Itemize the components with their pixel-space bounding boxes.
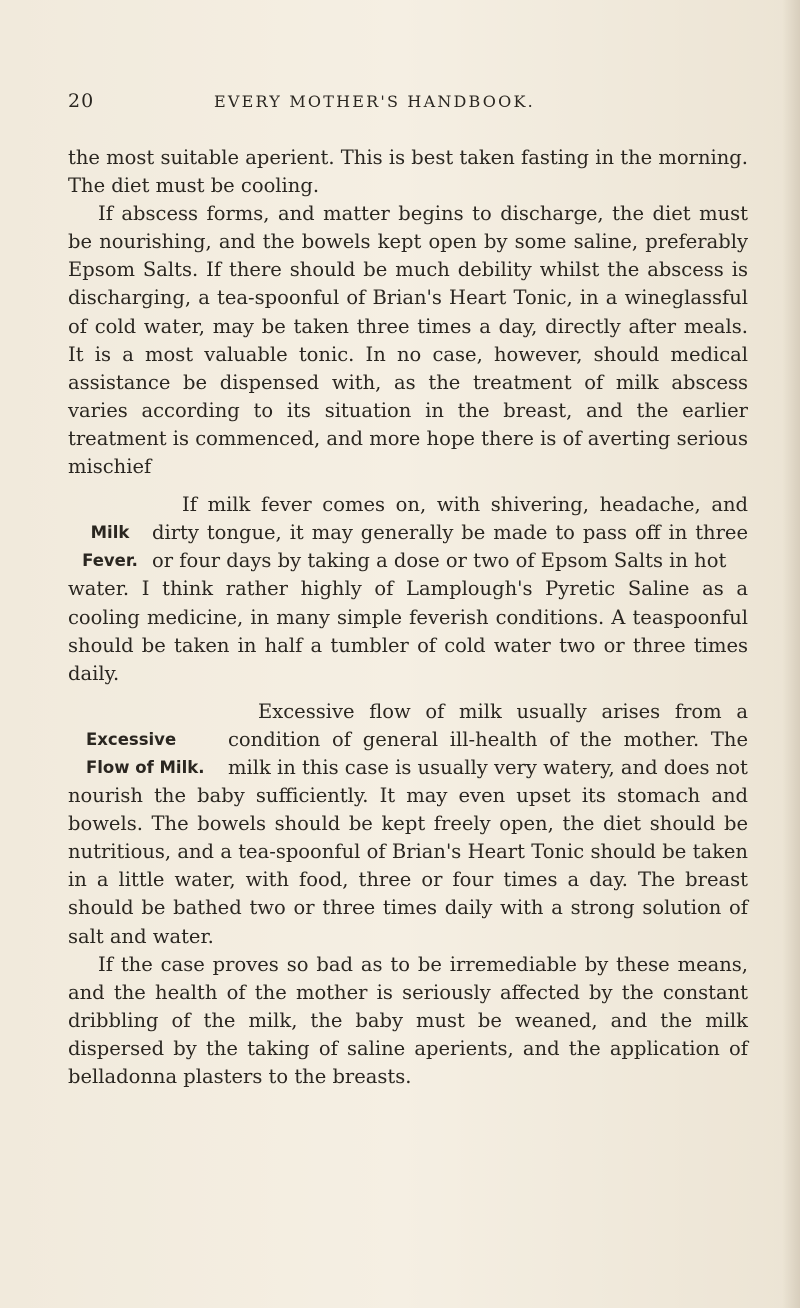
- milk-fever-side-text: If milk fever comes on, with shivering, headache, and dirty tongue, it may generally be made to pass off in three or four days by taking a dose or two of Epsom Salts in hot: [152, 493, 748, 573]
- sidehead-line: Flow of Milk.: [86, 757, 205, 777]
- section-gap: [68, 481, 748, 491]
- sidehead-line: Fever.: [82, 551, 138, 571]
- milk-fever-continuation: water. I think rather highly of Lamplough's Pyretic Saline as a cooling medicine, in many simple feverish conditions. A teaspoonful should be taken in half a tumbler of cold water two or three times daily.: [68, 577, 748, 685]
- sidehead-line: Excessive: [86, 729, 177, 749]
- excessive-flow-side-text: Excessive flow of milk usually arises from a condition of general ill-health of the mother. The milk in this case is usually very watery, and does not: [228, 699, 748, 779]
- page-edge-shadow: [782, 0, 800, 1308]
- page-header: [68, 90, 748, 116]
- paragraph-abscess: If abscess forms, and matter begins to discharge, the diet must be nourishing, and the bowels kept open by some saline, preferably Epsom Salts. If there should be much debility whilst the abscess is discharging, a tea-spoonful of Brian's Heart Tonic, in a wineglassful of cold water, may be taken three times a day, directly after meals. It is a most valuable tonic. In no case, however, should medical assistance be dispensed with, as the treatment of milk abscess varies according to its situation in the breast, and the earlier treatment is commenced, and more hope there is of averting serious mischief: [68, 202, 748, 479]
- page-body: [68, 144, 748, 1091]
- paragraph-aperient: the most suitable aperient. This is best taken fasting in the morning. The diet must be cooling.: [68, 146, 748, 198]
- sidehead-milk-fever: [68, 491, 152, 575]
- milk-fever-block: [68, 491, 748, 575]
- excessive-flow-block: [68, 698, 748, 782]
- paragraph-weaning: If the case proves so bad as to be irremediable by these means, and the health of the mother is seriously affected by the constant dribbling of the milk, the baby must be weaned, and the milk dispersed by the taking of saline aperients, and the application of belladonna plasters to the breasts.: [68, 952, 748, 1088]
- page-number: 20: [68, 90, 95, 112]
- sidehead-excessive-flow: [68, 698, 228, 782]
- excessive-flow-continuation: nourish the baby sufficiently. It may even upset its stomach and bowels. The bowels should be kept freely open, the diet should be nutritious, and a tea-spoonful of Brian's Heart Tonic should be taken in a little water, with food, three or four times a day. The breast should be bathed two or three times daily with a strong solution of salt and water.: [68, 784, 748, 948]
- running-title: EVERY MOTHER'S HANDBOOK.: [214, 92, 535, 111]
- sidehead-line: Milk: [90, 523, 130, 543]
- section-gap: [68, 688, 748, 698]
